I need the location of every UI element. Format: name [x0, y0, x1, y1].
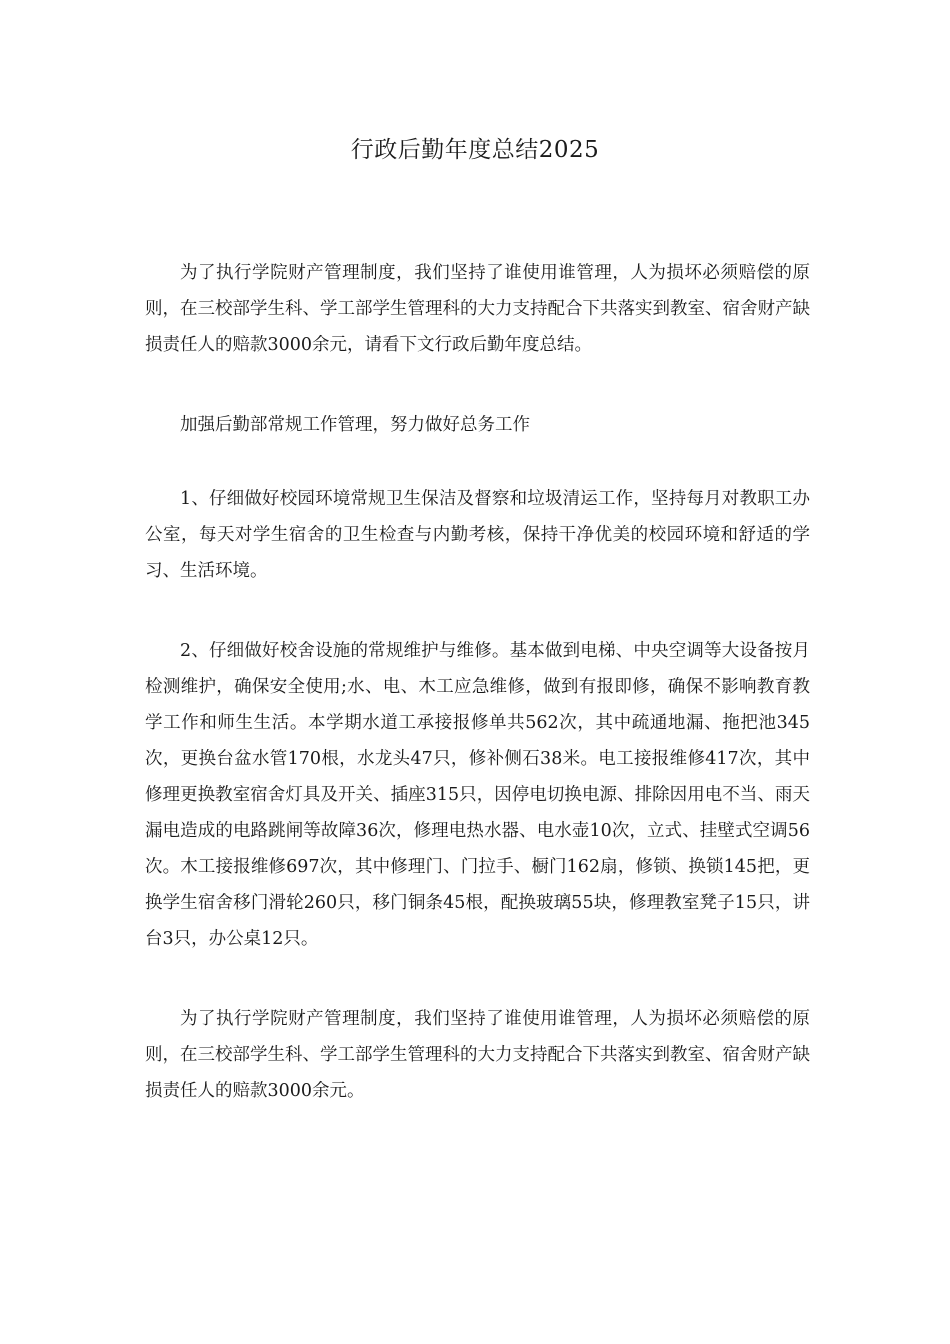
paragraph-closing: 为了执行学院财产管理制度，我们坚持了谁使用谁管理，人为损坏必须赔偿的原则，在三校部学生科、学工部学生管理科的大力支持配合下共落实到教室、宿舍财产缺损责任人的赔款3000余元。: [145, 1009, 810, 1101]
document-title: 行政后勤年度总结2025: [350, 137, 600, 163]
document-body: [145, 255, 810, 1109]
paragraph-item-1: 1、仔细做好校园环境常规卫生保洁及督察和垃圾清运工作，坚持每月对教职工办公室，每天对学生宿舍的卫生检查与内勤考核，保持干净优美的校园环境和舒适的学习、生活环境。: [145, 489, 810, 581]
paragraph-item-2: 2、仔细做好校舍设施的常规维护与维修。基本做到电梯、中央空调等大设备按月检测维护，确保安全使用;水、电、木工应急维修，做到有报即修，确保不影响教育教学工作和师生生活。本学期水道工承接报修单共562次，其中疏通地漏、拖把池345次，更换台盆水管170根，水龙头47只，修补侧石38米。电工接报维修417次，其中修理更换教室宿舍灯具及开关、插座315只，因停电切换电源、排除因用电不当、雨天漏电造成的电路跳闸等故障36次，修理电热水器、电水壶10次，立式、挂壁式空调56次。木工接报维修697次，其中修理门、门拉手、橱门162扇，修锁、换锁145把，更换学生宿舍移门滑轮260只，移门铜条45根，配换玻璃55块，修理教室凳子15只，讲台3只，办公桌12只。: [145, 641, 810, 949]
paragraph-section-heading: 加强后勤部常规工作管理，努力做好总务工作: [180, 415, 530, 435]
paragraph-intro: 为了执行学院财产管理制度，我们坚持了谁使用谁管理，人为损坏必须赔偿的原则，在三校部学生科、学工部学生管理科的大力支持配合下共落实到教室、宿舍财产缺损责任人的赔款3000余元，请看下文行政后勤年度总结。: [145, 263, 810, 355]
